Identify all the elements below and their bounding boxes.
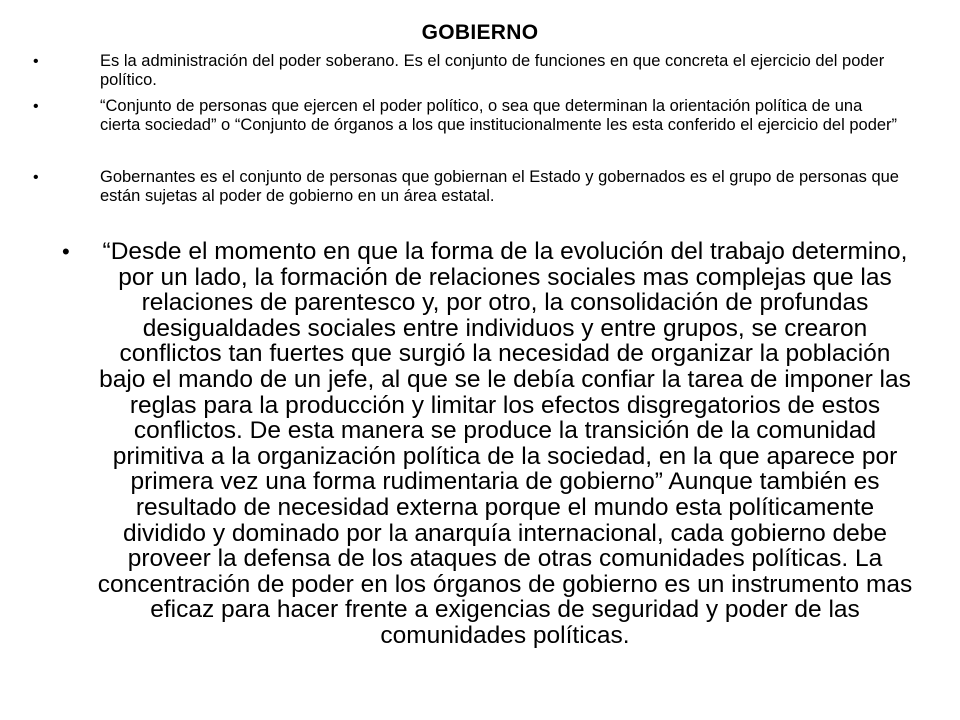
bullet-text: Es la administración del poder soberano. Es el conjunto de funciones en que concreta el ejercicio del poder político. xyxy=(100,52,885,89)
bullet-text: “Conjunto de personas que ejercen el poder político, o sea que determinan la orientación política de una cierta sociedad” o “Conjunto de órganos a los que institucionalmente les esta conferido el ejercicio del poder” xyxy=(100,97,898,134)
bullet-text: Gobernantes es el conjunto de personas que gobiernan el Estado y gobernados es el grupo de personas que están sujetas al poder de gobierno en un área estatal. xyxy=(100,168,899,205)
slide-title: GOBIERNO xyxy=(421,21,539,44)
bullet-dot: • xyxy=(33,169,39,186)
main-quote-text: “Desde el momento en que la forma de la evolución del trabajo determino, por un lado, la formación de relaciones sociales mas complejas que las relaciones de parentesco y, por otro, la consolidación de profundas desigualdades sociales entre individuos y entre grupos, se crearon conflictos tan fuertes que surgió la necesidad de organizar la población bajo el mando de un jefe, al que se le debía confiar la tarea de imponer las reglas para la producción y limitar los efectos disgregatorios de estos conflictos. De esta manera se produce la transición de la comunidad primitiva a la organización política de la sociedad, en la que aparece por primera vez una forma rudimentaria de gobierno” Aunque también es resultado de necesidad externa porque el mundo esta políticamente dividido y dominado por la anarquía internacional, cada gobierno debe proveer la defensa de los ataques de otras comunidades políticas. La concentración de poder en los órganos de gobierno es un instrumento mas eficaz para hacer frente a exigencias de seguridad y poder de las comunidades políticas. xyxy=(97,238,913,649)
bullet-dot: • xyxy=(33,98,39,115)
bullet-dot: • xyxy=(62,239,70,264)
bullet-dot: • xyxy=(33,53,39,70)
